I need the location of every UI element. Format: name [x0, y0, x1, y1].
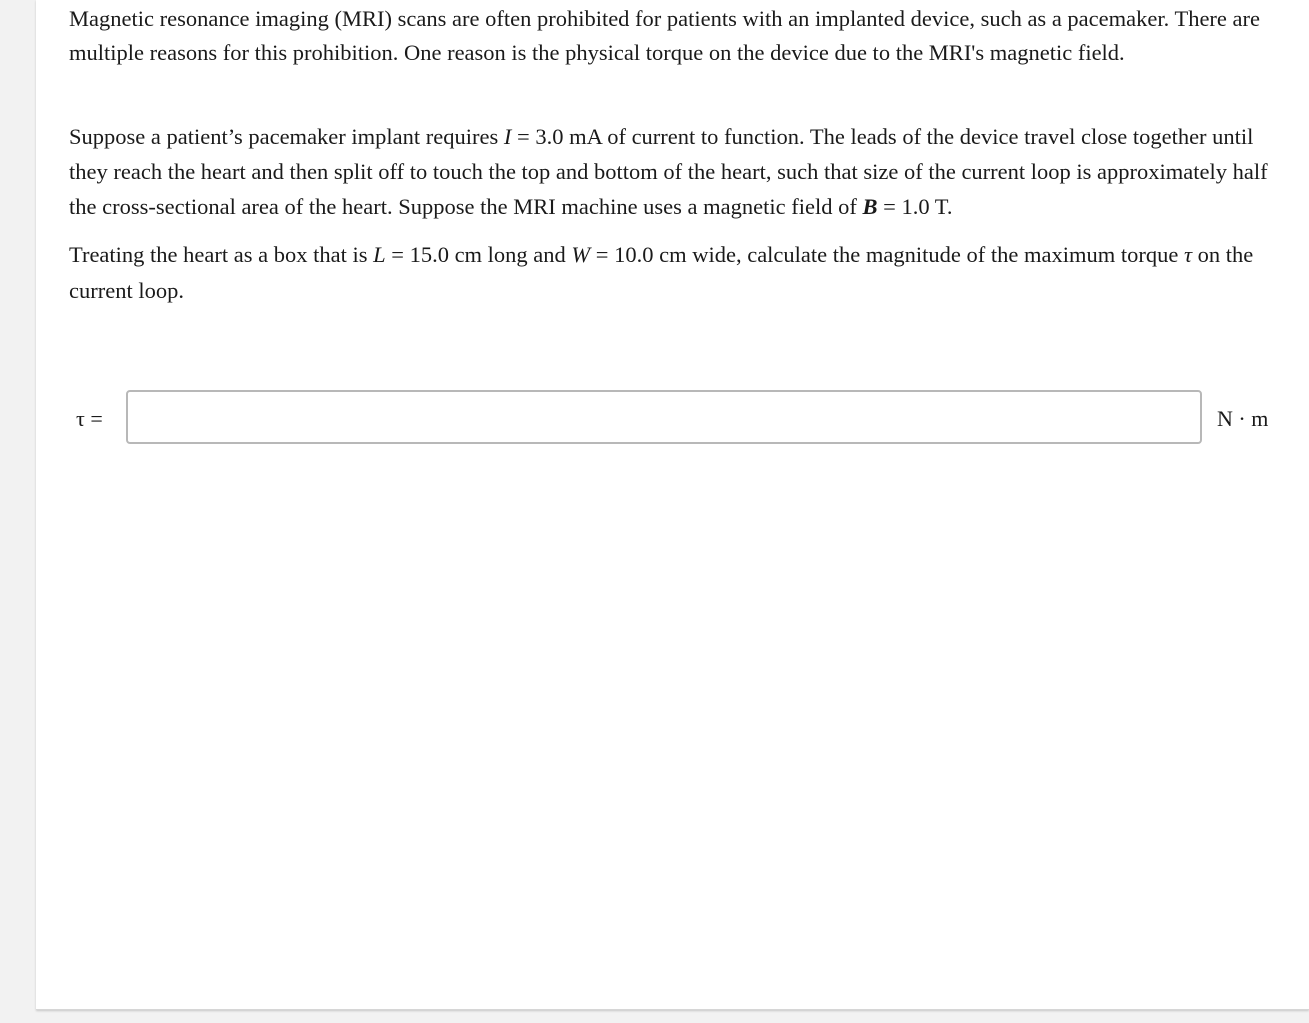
- torque-unit-label: N · m: [1217, 406, 1269, 431]
- question-panel: [36, 0, 1309, 1010]
- width-variable: W: [571, 242, 591, 267]
- question-text-b: on the current loop.: [69, 242, 1254, 303]
- problem-given-paragraph: [69, 119, 1294, 224]
- field-variable: B: [862, 194, 878, 219]
- torque-answer-label: τ =: [76, 406, 103, 431]
- length-variable: L: [373, 242, 386, 267]
- question-text-a: Treating the heart as a box that is: [69, 242, 374, 267]
- problem-question-paragraph: [69, 237, 1294, 309]
- torque-variable: τ: [1183, 242, 1193, 267]
- width-value: = 10.0 cm wide, calculate the magnitude of the maximum torque: [590, 242, 1184, 267]
- given-text-a: Suppose a patient’s pacemaker implant requires: [69, 124, 504, 149]
- current-value: = 3.0 mA of current to function. The leads of the device travel close together until they reach the heart and then split off to touch the top and bottom of the heart, such that size of the current loop is approximately half the cross-sectional area of the heart. Suppose the MRI machine uses a magnetic field of: [69, 124, 1268, 219]
- answer-row: [36, 390, 1309, 448]
- current-variable: I: [503, 124, 512, 149]
- field-value: = 1.0 T.: [877, 194, 953, 219]
- length-value: = 15.0 cm long and: [385, 242, 572, 267]
- torque-answer-input[interactable]: [126, 390, 1202, 444]
- problem-intro-paragraph: Magnetic resonance imaging (MRI) scans are often prohibited for patients with an implanted device, such as a pacemaker. There are multiple reasons for this prohibition. One reason is the physical torque on the device due to the MRI's magnetic field.: [69, 6, 1261, 65]
